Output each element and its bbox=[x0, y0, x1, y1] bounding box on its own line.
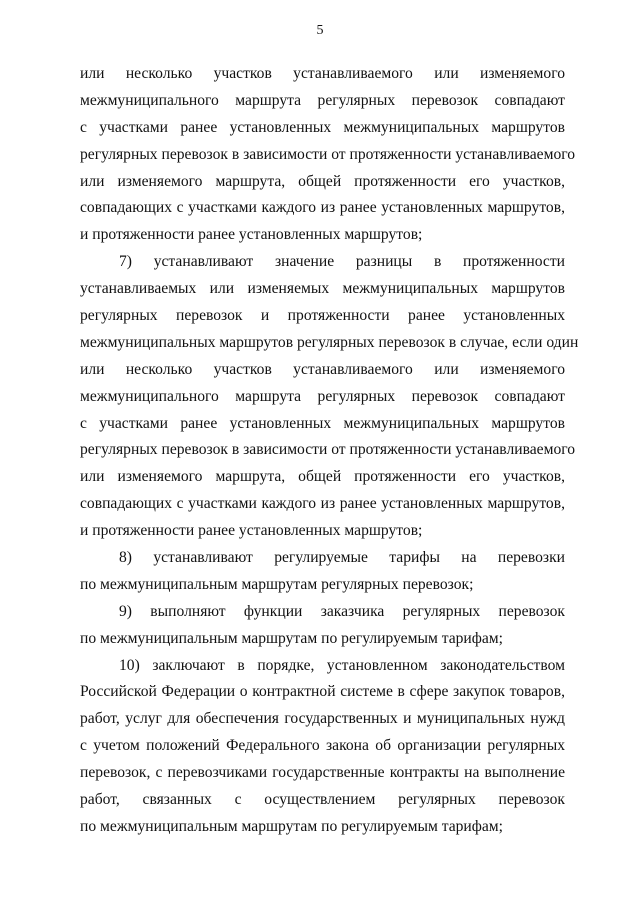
page-number: 5 bbox=[316, 23, 324, 38]
document-body bbox=[80, 61, 579, 841]
text-line: 7) устанавливают значение разницы в протяженности bbox=[119, 253, 565, 271]
text-line: межмуниципальных маршрутов регулярных перевозок в случае, если один bbox=[80, 333, 579, 351]
text-line: устанавливаемых или изменяемых межмуниципальных маршрутов bbox=[80, 280, 565, 298]
text-line: с учетом положений Федерального закона об организации регулярных bbox=[80, 737, 565, 755]
text-line: или изменяемого маршрута, общей протяженности его участков, bbox=[80, 172, 565, 190]
text-line: работ, услуг для обеспечения государственных и муниципальных нужд bbox=[80, 710, 565, 728]
text-line: работ, связанных с осуществлением регулярных перевозок bbox=[80, 791, 565, 809]
text-line: Российской Федерации о контрактной системе в сфере закупок товаров, bbox=[80, 683, 565, 701]
text-line: межмуниципального маршрута регулярных перевозок совпадают bbox=[80, 387, 565, 405]
text-line: по межмуниципальным маршрутам по регулируемым тарифам; bbox=[80, 629, 504, 647]
text-line: по межмуниципальным маршрутам по регулируемым тарифам; bbox=[80, 817, 504, 835]
text-line: или изменяемого маршрута, общей протяженности его участков, bbox=[80, 468, 565, 486]
text-line: и протяженности ранее установленных маршрутов; bbox=[80, 226, 423, 244]
text-line: 10) заключают в порядке, установленном законодательством bbox=[119, 656, 565, 674]
text-line: с участками ранее установленных межмуниципальных маршрутов bbox=[80, 414, 565, 432]
text-line: регулярных перевозок и протяженности ранее установленных bbox=[80, 307, 565, 325]
text-line: перевозок, с перевозчиками государственные контракты на выполнение bbox=[80, 764, 565, 782]
text-line: межмуниципального маршрута регулярных перевозок совпадают bbox=[80, 91, 565, 109]
text-line: 8) устанавливают регулируемые тарифы на перевозки bbox=[119, 549, 565, 567]
text-line: или несколько участков устанавливаемого или изменяемого bbox=[80, 360, 565, 378]
text-line: 9) выполняют функции заказчика регулярных перевозок bbox=[119, 602, 565, 620]
text-line: и протяженности ранее установленных маршрутов; bbox=[80, 522, 423, 540]
text-line: совпадающих с участками каждого из ранее установленных маршрутов, bbox=[80, 495, 565, 513]
text-line: совпадающих с участками каждого из ранее установленных маршрутов, bbox=[80, 199, 565, 217]
text-line: регулярных перевозок в зависимости от протяженности устанавливаемого bbox=[80, 145, 576, 163]
text-line: по межмуниципальным маршрутам регулярных перевозок; bbox=[80, 575, 474, 593]
text-line: с участками ранее установленных межмуниципальных маршрутов bbox=[80, 118, 565, 136]
text-line: регулярных перевозок в зависимости от протяженности устанавливаемого bbox=[80, 441, 576, 459]
text-line: или несколько участков устанавливаемого или изменяемого bbox=[80, 65, 565, 82]
